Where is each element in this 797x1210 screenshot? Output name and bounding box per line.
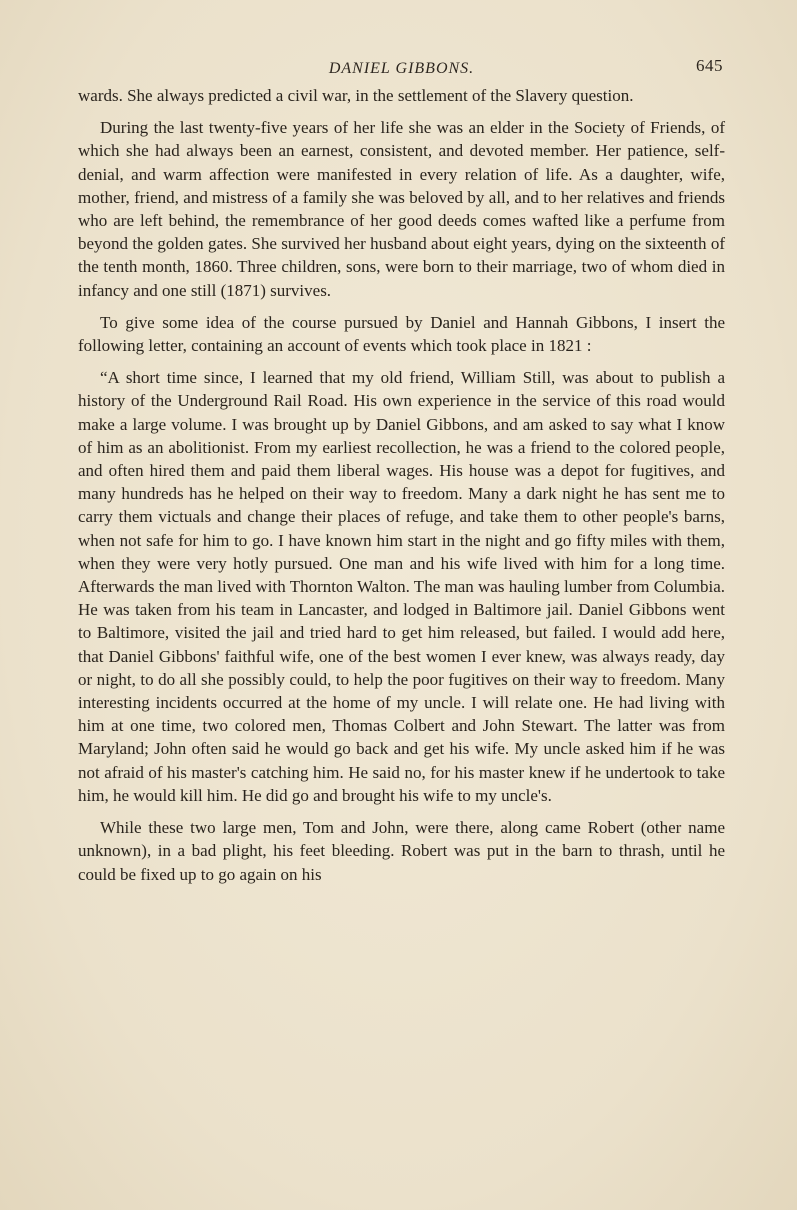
paragraph-continued: wards. She always predicted a civil war, in the settlement of the Slavery question. bbox=[78, 86, 634, 105]
paragraph-hannah-gibbons: During the last twenty-five years of her life she was an elder in the Society of Friends, of which she had always been an earnest, consistent, and devoted member. Her patience, self-denial, and warm affection were manifested in every relation of life. As a daughter, wife, mother, friend, and mistress of a family she was beloved by all, and to her relatives and friends who are left behind, the remembrance of her good deeds comes wafted like a perfume from beyond the golden gates. She survived her husband about eight years, dying on the sixteenth of the tenth month, 1860. Three children, sons, were born to their marriage, two of whom died in infancy and one still (1871) survives. bbox=[78, 118, 725, 300]
paragraph-letter: “A short time since, I learned that my old friend, William Still, was about to publish a history of the Underground Rail Road. His own experience in the service of this road would make a large volume. I was brought up by Daniel Gibbons, and am asked to say what I know of him as an abolitionist. From my earliest recollection, he was a friend to the colored people, and often hired them and paid them liberal wages. His house was a depot for fugitives, and many hundreds has he helped on their way to freedom. Many a dark night he has sent me to carry them victuals and change their places of refuge, and take them to other people's barns, when not safe for him to go. I have known him start in the night and go fifty miles with them, when they were very hotly pursued. One man and his wife lived with him for a long time. Afterwards the man lived with Thornton Walton. The man was hauling lumber from Columbia. He was taken from his team in Lancaster, and lodged in Baltimore jail. Daniel Gibbons went to Baltimore, visited the jail and tried hard to get him released, but failed. I would add here, that Daniel Gibbons' faithful wife, one of the best women I ever knew, was always ready, day or night, to do all she possibly could, to help the poor fugitives on their way to freedom. Many interesting incidents occurred at the home of my uncle. I will relate one. He had living with him at one time, two colored men, Thomas Colbert and John Stewart. The latter was from Maryland; John often said he would go back and get his wife. My uncle asked him if he was not afraid of his master's catching him. He said no, for his master knew if he undertook to take him, he would kill him. He did go and brought his wife to my uncle's. bbox=[78, 368, 725, 805]
body-text bbox=[78, 84, 725, 886]
page-number: 645 bbox=[696, 56, 723, 75]
running-head bbox=[78, 54, 725, 84]
paragraph-letter-intro: To give some idea of the course pursued by Daniel and Hannah Gibbons, I insert the following letter, containing an account of events which took place in 1821 : bbox=[78, 312, 725, 356]
paragraph-robert: While these two large men, Tom and John, were there, along came Robert (other name unknown), in a bad plight, his feet bleeding. Robert was put in the barn to thrash, until he could be fixed up to go again on his bbox=[78, 818, 725, 884]
running-title: DANIEL GIBBONS. bbox=[328, 60, 475, 77]
